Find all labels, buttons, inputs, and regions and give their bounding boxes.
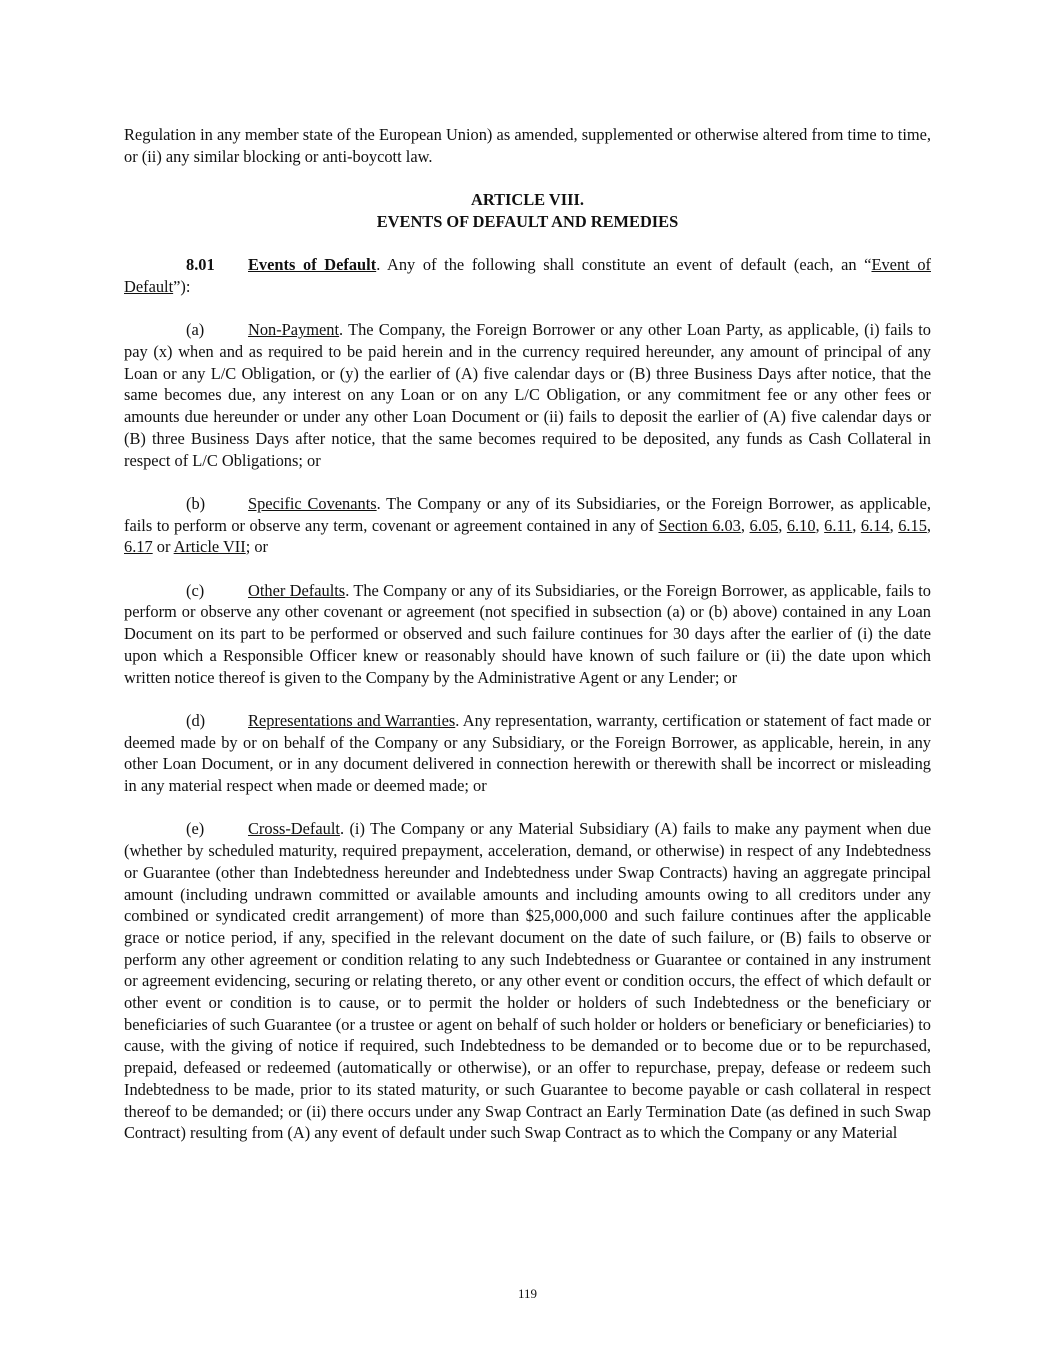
clause-e-text: . (i) The Company or any Material Subsidiary (A) fails to make any payment when due (whether by scheduled maturity, required prepayment, acceleration, demand, or otherwise) in respect of any Indebtedness or Guarantee (other than Indebtedness hereunder and Indebtedness under Swap Contracts) having an aggregate principal amount (including undrawn committed or available amounts and including amounts owing to all creditors under any combined or syndicated credit arrangement) of more than $25,000,000 and such failure continues after the applicable grace or notice period, if any, specified in the relevant document on the date of such failure, or (B) fails to observe or perform any other agreement or condition relating to any such Indebtedness or Guarantee or contained in any instrument or agreement evidencing, securing or relating thereto, or any other event or condition occurs, the effect of which default or other event or condition is to cause, or to permit the holder or holders of such Indebtedness or the beneficiary or beneficiaries of such Guarantee (or a trustee or agent on behalf of such holder or holders or beneficiary or beneficiaries) to cause, with the giving of notice if required, such Indebtedness to be demanded or to become due or to be repurchased, prepaid, defeased or redeemed (automatically or otherwise), or an offer to repurchase, prepay, defease or redeem such Indebtedness to be made, prior to its stated maturity, or such Guarantee to become payable or cash collateral in respect thereof to be demanded; or (ii) there occurs under any Swap Contract an Early Termination Date (as defined in such Swap Contract) resulting from (A) any event of default under such Swap Contract as to which the Company or any Material (124, 819, 931, 1143)
clause-d (124, 710, 931, 797)
clause-c-heading: Other Defaults (248, 580, 346, 600)
clause-a (124, 319, 931, 471)
clause-d-text: . Any representation, warranty, certification or statement of fact made or deemed made by or on behalf of the Company or any Subsidiary, or the Foreign Borrower, as applicable, herein, in any other Loan Document, or in any document delivered in connection herewith or therewith shall be incorrect or misleading in any material respect when made or deemed made; or (124, 710, 931, 795)
page-number: 119 (517, 1286, 538, 1301)
clause-d-heading: Representations and Warranties (248, 710, 456, 730)
separator: , (815, 515, 825, 535)
clause-a-text: . The Company, the Foreign Borrower or any other Loan Party, as applicable, (i) fails to pay (x) when and as required to be paid herein and in the currency required hereunder, any amount of principal of any Loan or any L/C Obligation, or (y) the earlier of (A) five calendar days or (B) three Business Days after notice, that the same becomes due, any interest on any Loan or on any L/C Obligation, or any commitment fee or any other fees or amounts due hereunder or under any other Loan Document or (ii) fails to deposit the earlier of (A) five calendar days or (B) three Business Days after notice, that the same becomes required to be deposited, any funds as Cash Collateral in respect of L/C Obligations; or (124, 320, 931, 470)
cross-reference: 6.10 (786, 515, 816, 535)
article-title: EVENTS OF DEFAULT AND REMEDIES (376, 211, 679, 231)
clause-a-label: (a) (186, 320, 205, 340)
clause-c-label: (c) (186, 580, 205, 600)
clause-b-heading: Specific Covenants (248, 493, 377, 513)
cross-reference: 6.17 (124, 537, 153, 557)
document-page (124, 124, 931, 1144)
intro-paragraph: Regulation in any member state of the European Union) as amended, supplemented or otherwise altered from time to time, or (ii) any similar blocking or anti-boycott law. (124, 125, 931, 166)
clause-b-text: . The Company or any of its Subsidiaries, or the Foreign Borrower, as applicable, fails to perform or observe any term, covenant or agreement contained in any of (124, 493, 931, 535)
separator: , (852, 515, 861, 535)
clause-c (124, 580, 931, 689)
clause-b-label: (b) (186, 493, 206, 513)
cross-reference: Article VII (173, 537, 246, 557)
separator: , (740, 515, 750, 535)
section-number: 8.01 (186, 255, 215, 275)
cross-reference: 6.11 (824, 515, 853, 535)
clause-e-label: (e) (186, 819, 205, 839)
article-number: ARTICLE VIII. (471, 190, 584, 210)
separator: or (152, 537, 174, 557)
clause-b-end: ; or (245, 537, 269, 557)
defined-term: Event of Default (124, 255, 931, 296)
clause-e (124, 818, 931, 1144)
clause-c-text: . The Company or any of its Subsidiaries, or the Foreign Borrower, as applicable, fails to perform or observe any other covenant or agreement (not specified in subsection (a) or (b) above) contained in any Loan Document on its part to be performed or observed and such failure continues for 30 days after the earlier of (i) the date upon which a Responsible Officer knew or reasonably should have known of such failure or (ii) the date upon which written notice thereof is given to the Company by the Administrative Agent or any Lender; or (124, 580, 931, 687)
section-8-01-paragraph (124, 254, 931, 297)
separator: , (926, 515, 932, 535)
cross-reference: Section 6.03 (658, 515, 741, 535)
cross-reference: 6.05 (749, 515, 779, 535)
separator: , (778, 515, 787, 535)
separator: , (889, 515, 899, 535)
clause-a-heading: Non-Payment (248, 320, 340, 340)
cross-reference: 6.14 (860, 515, 890, 535)
clause-e-heading: Cross-Default (248, 819, 340, 839)
clause-b (124, 493, 931, 558)
cross-reference: 6.15 (898, 515, 927, 535)
section-text-a: . Any of the following shall constitute an event of default (each, an “ (376, 255, 872, 275)
clause-d-label: (d) (186, 710, 206, 730)
section-heading: Events of Default (248, 255, 377, 275)
section-text-b: ”): (173, 276, 191, 296)
